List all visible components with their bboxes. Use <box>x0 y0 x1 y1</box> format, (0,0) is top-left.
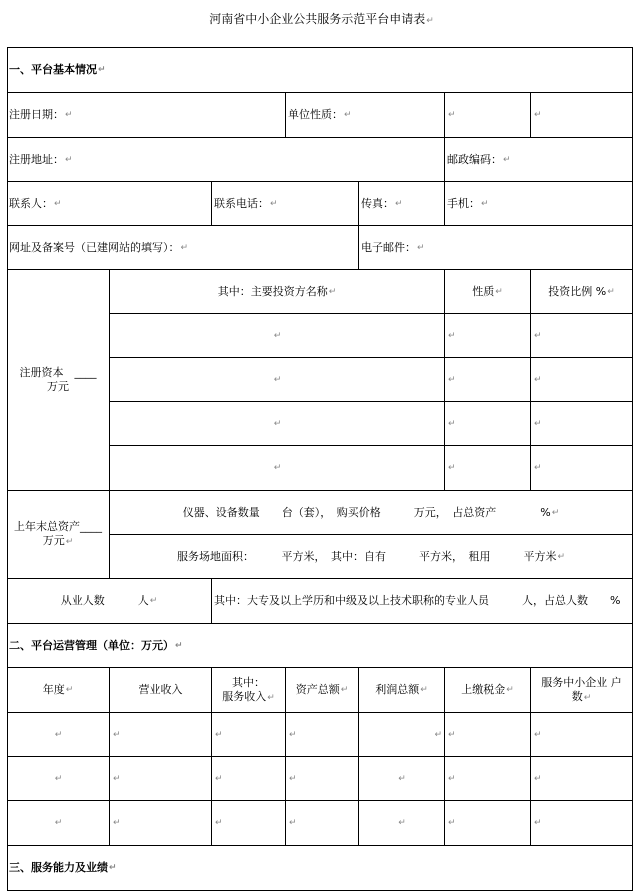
capital-label-cell: 注册资本 ____ 万元 <box>7 270 110 491</box>
return-mark-icon: ↵ <box>481 198 489 209</box>
return-mark-icon: ↵ <box>420 685 428 695</box>
phone-cell[interactable]: 联系电话： ↵ <box>212 182 359 226</box>
return-mark-icon: ↵ <box>340 685 349 695</box>
profit-input[interactable] <box>359 713 445 757</box>
nature-header: 性质 ↵ <box>445 270 531 314</box>
return-mark-icon: ↵ <box>175 640 183 651</box>
staff-count-cell[interactable]: 从业人数 人 ↵ <box>7 579 212 624</box>
return-mark-icon: ↵ <box>54 773 63 784</box>
return-mark-icon: ↵ <box>54 198 62 209</box>
col-year-header: 年度 ↵ <box>7 668 110 713</box>
tax-input[interactable] <box>445 757 531 801</box>
sme-count-input[interactable] <box>531 801 633 846</box>
service-revenue-input[interactable] <box>212 757 286 801</box>
return-mark-icon: ↵ <box>503 154 511 165</box>
col-profit-header: 利润总额 ↵ <box>359 668 445 713</box>
return-mark-icon: ↵ <box>273 374 282 385</box>
return-mark-icon: ↵ <box>551 507 560 518</box>
return-mark-icon: ↵ <box>109 863 117 873</box>
reg-address-cell[interactable]: 注册地址： ↵ <box>7 138 445 182</box>
revenue-input[interactable] <box>110 801 212 846</box>
return-mark-icon: ↵ <box>328 286 337 297</box>
profit-input[interactable] <box>359 801 445 846</box>
return-mark-icon: ↵ <box>273 330 282 341</box>
return-mark-icon: ↵ <box>448 463 456 473</box>
mobile-cell[interactable]: 手机： ↵ <box>445 182 633 226</box>
col-assets-header: 资产总额 ↵ <box>286 668 359 713</box>
fax-cell[interactable]: 传真： ↵ <box>359 182 445 226</box>
return-mark-icon: ↵ <box>395 198 403 209</box>
return-mark-icon: ↵ <box>534 110 542 120</box>
assets-input[interactable] <box>286 713 359 757</box>
return-mark-icon: ↵ <box>113 773 121 784</box>
empty-cell[interactable] <box>445 93 531 138</box>
return-mark-icon: ↵ <box>273 463 282 473</box>
col-revenue-header: 营业收入 <box>110 668 212 713</box>
return-mark-icon: ↵ <box>448 374 456 385</box>
year-input[interactable] <box>7 713 110 757</box>
return-mark-icon: ↵ <box>448 110 456 120</box>
website-cell[interactable]: 网址及备案号（已建网站的填写）： ↵ <box>7 226 359 270</box>
form-title-text: 河南省中小企业公共服务示范平台申请表 <box>209 12 426 26</box>
return-mark-icon: ↵ <box>65 154 73 165</box>
empty-cell[interactable] <box>531 93 633 138</box>
investor-name-input[interactable] <box>110 446 445 491</box>
return-mark-icon: ↵ <box>426 16 434 26</box>
assets-input[interactable] <box>286 757 359 801</box>
professional-staff-cell[interactable]: 其中：大专及以上学历和中级及以上技术职称的专业人员 人，占总人数 % <box>212 579 633 624</box>
assets-label-cell: 上年末总资产____ 万元↵ <box>7 491 110 579</box>
investor-ratio-input[interactable] <box>531 358 633 402</box>
return-mark-icon: ↵ <box>534 773 542 784</box>
return-mark-icon: ↵ <box>65 685 74 695</box>
reg-date-cell[interactable]: 注册日期： ↵ <box>7 93 286 138</box>
service-area-cell[interactable]: 服务场地面积： 平方米， 其中：自有 平方米， 租用 平方米 ↵ <box>110 535 633 579</box>
investor-nature-input[interactable] <box>445 446 531 491</box>
investor-ratio-input[interactable] <box>531 402 633 446</box>
revenue-input[interactable] <box>110 713 212 757</box>
col-tax-header: 上缴税金 ↵ <box>445 668 531 713</box>
section1-heading: 一、平台基本情况 ↵ <box>7 47 633 93</box>
return-mark-icon: ↵ <box>65 537 74 547</box>
investor-name-input[interactable] <box>110 402 445 446</box>
return-mark-icon: ↵ <box>434 729 442 740</box>
return-mark-icon: ↵ <box>534 729 542 740</box>
return-mark-icon: ↵ <box>534 818 542 828</box>
return-mark-icon: ↵ <box>398 773 406 784</box>
contact-cell[interactable]: 联系人： ↵ <box>7 182 212 226</box>
return-mark-icon: ↵ <box>448 330 456 341</box>
return-mark-icon: ↵ <box>448 418 456 429</box>
return-mark-icon: ↵ <box>506 685 514 695</box>
investor-name-input[interactable] <box>110 358 445 402</box>
investor-nature-input[interactable] <box>445 358 531 402</box>
investor-ratio-input[interactable] <box>531 446 633 491</box>
return-mark-icon: ↵ <box>557 551 566 562</box>
return-mark-icon: ↵ <box>267 692 275 703</box>
return-mark-icon: ↵ <box>398 818 406 828</box>
unit-nature-cell[interactable]: 单位性质： ↵ <box>286 93 445 138</box>
service-revenue-input[interactable] <box>212 801 286 846</box>
return-mark-icon: ↵ <box>534 374 542 385</box>
return-mark-icon: ↵ <box>273 418 282 429</box>
investor-nature-input[interactable] <box>445 314 531 358</box>
postcode-cell[interactable]: 邮政编码： ↵ <box>445 138 633 182</box>
email-cell[interactable]: 电子邮件： ↵ <box>359 226 633 270</box>
return-mark-icon: ↵ <box>607 286 615 297</box>
return-mark-icon: ↵ <box>215 773 223 784</box>
return-mark-icon: ↵ <box>448 818 456 828</box>
service-revenue-input[interactable] <box>212 713 286 757</box>
investor-header: 其中：主要投资方名称 ↵ <box>110 270 445 314</box>
sme-count-input[interactable] <box>531 757 633 801</box>
return-mark-icon: ↵ <box>417 242 425 253</box>
return-mark-icon: ↵ <box>113 818 121 828</box>
return-mark-icon: ↵ <box>448 773 456 784</box>
section3-heading: 三、服务能力及业绩 ↵ <box>7 846 633 891</box>
return-mark-icon: ↵ <box>534 463 542 473</box>
return-mark-icon: ↵ <box>149 596 158 606</box>
profit-input[interactable] <box>359 757 445 801</box>
return-mark-icon: ↵ <box>65 110 73 120</box>
year-input[interactable] <box>7 757 110 801</box>
return-mark-icon: ↵ <box>180 242 189 253</box>
return-mark-icon: ↵ <box>215 818 223 828</box>
return-mark-icon: ↵ <box>215 729 223 740</box>
tax-input[interactable] <box>445 713 531 757</box>
return-mark-icon: ↵ <box>98 64 106 75</box>
investor-name-input[interactable] <box>110 314 445 358</box>
return-mark-icon: ↵ <box>54 818 63 828</box>
return-mark-icon: ↵ <box>495 286 503 297</box>
return-mark-icon: ↵ <box>289 818 297 828</box>
form-title <box>0 10 643 27</box>
return-mark-icon: ↵ <box>534 330 542 341</box>
return-mark-icon: ↵ <box>289 729 297 740</box>
section2-heading: 二、平台运营管理（单位：万元） ↵ <box>7 624 633 668</box>
return-mark-icon: ↵ <box>289 773 297 784</box>
col-sme-count-header: 服务中小企业 户 数↵ <box>531 668 633 713</box>
return-mark-icon: ↵ <box>583 692 592 703</box>
return-mark-icon: ↵ <box>344 110 352 120</box>
col-service-revenue-header: 其中： 服务收入↵ <box>212 668 286 713</box>
return-mark-icon: ↵ <box>113 729 121 740</box>
return-mark-icon: ↵ <box>448 729 456 740</box>
investor-ratio-input[interactable] <box>531 314 633 358</box>
return-mark-icon: ↵ <box>270 198 278 209</box>
return-mark-icon: ↵ <box>534 418 542 429</box>
year-input[interactable] <box>7 801 110 846</box>
assets-input[interactable] <box>286 801 359 846</box>
revenue-input[interactable] <box>110 757 212 801</box>
sme-count-input[interactable] <box>531 713 633 757</box>
ratio-header: 投资比例 % ↵ <box>531 270 633 314</box>
investor-nature-input[interactable] <box>445 402 531 446</box>
return-mark-icon: ↵ <box>54 729 63 740</box>
equipment-cell[interactable]: 仪器、设备数量 台（套）， 购买价格 万元， 占总资产 % ↵ <box>110 491 633 535</box>
tax-input[interactable] <box>445 801 531 846</box>
